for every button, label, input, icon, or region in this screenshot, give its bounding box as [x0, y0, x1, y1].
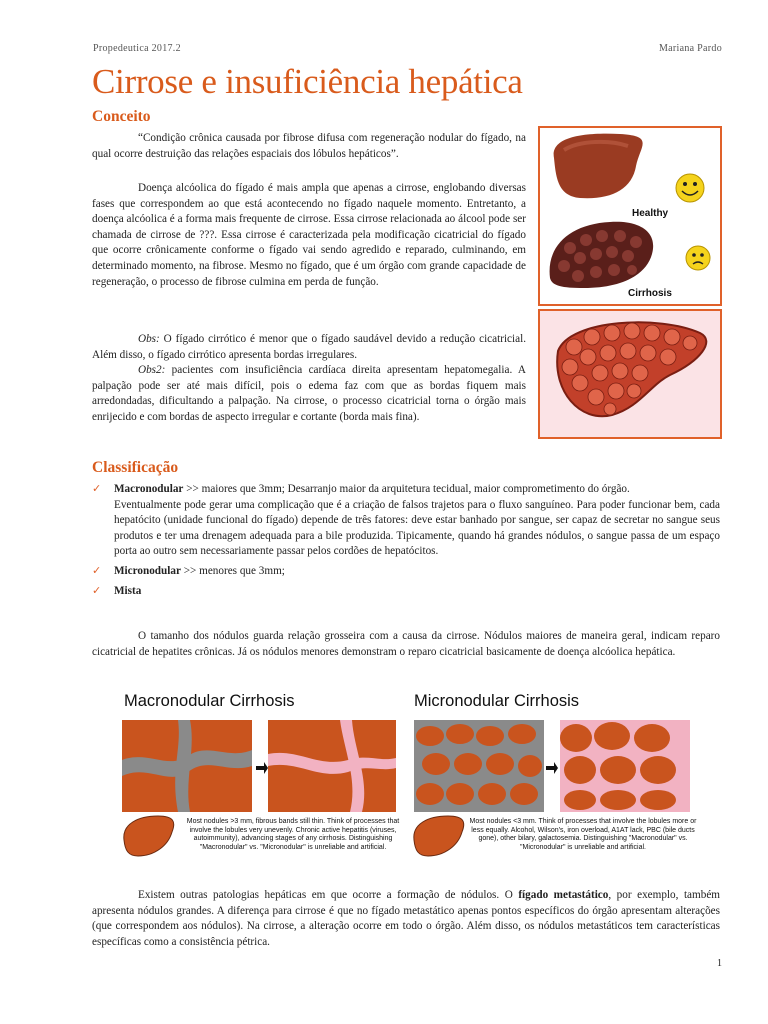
- micronodular-title: Micronodular Cirrhosis: [414, 692, 580, 710]
- arrow-icon: [546, 762, 558, 774]
- metastatic-paragraph: Existem outras patologias hepáticas em que ocorre a formação de nódulos. O fígado metastático, por exemplo, também apresenta nódulos grandes. A diferença para cirrose é que no fígado metastático apenas pontos específicos do órgão apresentam alterações (que correspondem aos nódulos). Na cirrose, a alteração ocorre em todo o órgão. Além disso, os nódulos metastáticos tem características específicas como a consistência pétrica.: [92, 889, 720, 948]
- macronodular-caption: Most nodules >3 mm, fibrous bands still thin. Think of processes that involve the lobules very unevenly. Chronic active hepatitis (viruses, autoimmunity), advancing stages of any cirrhosis. Distinguishing "Macronodular" vs. "Micronodular" is unreliable and artificial.: [186, 818, 400, 851]
- checkmark-icon: ✓: [92, 564, 102, 577]
- section-heading-classificacao: Classificação: [92, 459, 179, 476]
- section-heading-conceito: Conceito: [92, 108, 151, 125]
- smiley-sad-icon: [686, 246, 710, 270]
- nodule-size-paragraph: O tamanho dos nódulos guarda relação grosseira com a causa da cirrose. Nódulos maiores de maneira geral, indicam reparo cicatricial de hepatites crônicas. Já os nódulos menores demonstram o reparo cicatricial basicamente de doença alcóolica hepática.: [92, 630, 720, 658]
- smiley-happy-icon: [676, 174, 704, 202]
- micronodular-caption: Most nodules <3 mm. Think of processes that involve the lobules more or less equally. Alcohol, Wilson's, iron overload, A1AT lack, PBC (bile ducts gone), other bilary, galactosemia. Distinguishing "Macronodular" vs. "Micronodular" is unreliable and artificial.: [469, 818, 697, 851]
- obs-paragraph: Obs: O fígado cirrótico é menor que o fígado saudável devido a redução cicatricial. Além disso, o fígado cirrótico apresenta bordas irregulares.: [92, 333, 526, 361]
- obs2-paragraph: Obs2: pacientes com insuficiência cardíaca direita apresentam hepatomegalia. A palpação pode ser até mais difícil, pois o edema faz com que as bordas fiquem mais arredondadas, dificultando a palpação. Na cirrose, o processo cicatricial torna o órgão mais enrijecido e com bordas de aspecto irregular e cortante (borda mais fina).: [92, 364, 526, 423]
- header-left: Propedeutica 2017.2: [93, 43, 181, 54]
- list-item: ✓ Macronodular >> maiores que 3mm; Desarranjo maior da arquitetura tecidual, maior comprometimento do órgão. Eventualmente pode gerar uma complicação que é a criação de falsos trajetos para o fluxo sanguíneo. Para poder funcionar bem, cada hepatócito (unidade funcional do fígado) depende de três fatores: deve estar banhado por sangue, ser capaz de secretar no sangue seus produtos e ter uma drenagem adequada para a bile produzida. Tipicamente, quando há grandes nódulos, o sangue passa de um espaço porta ao outro sem necessariamente passar pelos cordões de hepatócitos.: [92, 482, 720, 560]
- conceito-paragraph-1: “Condição crônica causada por fibrose difusa com regeneração nodular do fígado, na qual ocorre destruição das relações espaciais dos lóbulos hepáticos”.: [92, 132, 526, 160]
- list-item: ✓ Micronodular >> menores que 3mm;: [92, 564, 720, 580]
- page-number: 1: [717, 958, 722, 969]
- liver-comparison-image: [538, 126, 722, 306]
- checkmark-icon: ✓: [92, 483, 102, 495]
- arrow-icon: [256, 762, 268, 774]
- macronodular-title: Macronodular Cirrhosis: [124, 692, 295, 710]
- header-right: Mariana Pardo: [658, 43, 722, 54]
- cirrhotic-liver-illustration: [538, 309, 722, 439]
- conceito-paragraph-2: Doença alcóolica do fígado é mais ampla que apenas a cirrose, englobando diversas fases que correspondem ao que está acontecendo no fígado naquele momento. Entretanto, a doença alcóolica é a forma mais frequente de cirrose. Essa cirrose relacionada ao álcool pode ser chamada de cirrose de ???. Essa cirrose é caracterizada pela modificação cicatricial do fígado que ocorre crônicamente conforme o fígado vai sendo agredido e reparado, culminando, em determinado momento, na fibrose. Mesmo no fígado, que é um órgão com grande capacidade de regeneração, o processo de fibrose culmina em perda de função.: [92, 182, 526, 288]
- cirrhosis-diagram: [118, 690, 698, 870]
- liver-comparison-illustration: [540, 128, 720, 304]
- cirrhosis-label: Cirrhosis: [628, 288, 672, 299]
- macronodular-detail: Eventualmente pode gerar uma complicação que é a criação de falsos trajetos para o fluxo sanguíneo. Para poder funcionar bem, cada hepatócito (unidade funcional do fígado) depende de três fatores: deve estar banhado por sangue, ser capaz de secretar no sangue seus produtos e ter uma drenagem adequada para a bile produzida. Tipicamente, quando há grandes nódulos, o sangue passa de um espaço porta ao outro sem necessariamente passar pelos cordões de hepatócitos.: [114, 498, 720, 558]
- checkmark-icon: ✓: [92, 584, 102, 597]
- healthy-label: Healthy: [632, 208, 669, 219]
- list-item: ✓ Mista: [92, 584, 720, 600]
- classification-list: [92, 482, 720, 599]
- page-title: Cirrose e insuficiência hepática: [92, 62, 523, 101]
